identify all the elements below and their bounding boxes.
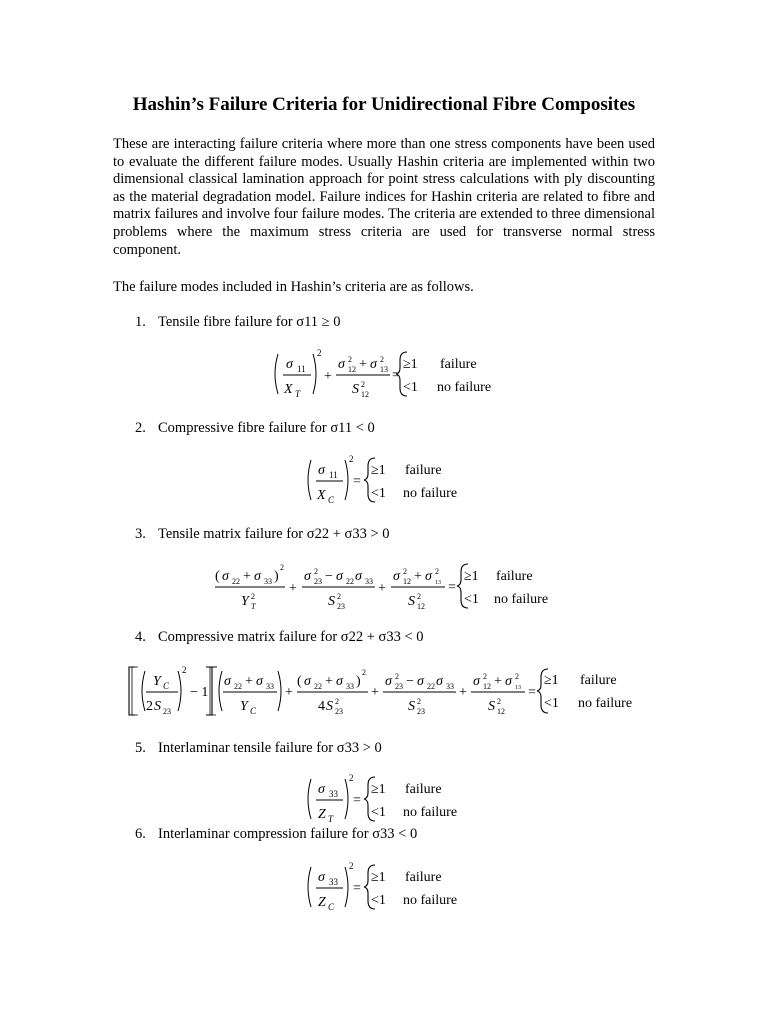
svg-text:2: 2 — [417, 697, 421, 706]
svg-text:12: 12 — [417, 602, 425, 611]
svg-text:22: 22 — [346, 577, 354, 586]
svg-text:σ: σ — [254, 569, 261, 584]
svg-text:2: 2 — [380, 355, 384, 364]
svg-text:23: 23 — [417, 707, 425, 716]
svg-text:σ: σ — [336, 569, 343, 584]
svg-text:X: X — [317, 488, 326, 503]
svg-text:2: 2 — [146, 699, 153, 714]
svg-text:Y: Y — [240, 699, 248, 714]
svg-text:2: 2 — [361, 380, 365, 389]
svg-text:+: + — [245, 674, 253, 689]
svg-text:33: 33 — [329, 789, 338, 799]
case-failure: failure — [405, 870, 442, 885]
case-ge: ≥1 — [371, 782, 386, 797]
mode-number: 1. — [135, 314, 146, 330]
case-no-failure: no failure — [403, 805, 458, 820]
mode-4-heading — [135, 629, 424, 646]
case-lt: <1 — [371, 805, 386, 820]
svg-text:T: T — [328, 814, 334, 824]
svg-text:2: 2 — [337, 592, 341, 601]
case-ge: ≥1 — [371, 870, 386, 885]
svg-text:2: 2 — [403, 567, 407, 576]
mode-3-heading — [135, 526, 390, 543]
svg-text:σ: σ — [286, 357, 293, 372]
svg-text:33: 33 — [446, 682, 454, 691]
svg-text:22: 22 — [314, 682, 322, 691]
svg-text:=: = — [528, 685, 536, 700]
svg-text:σ: σ — [370, 357, 377, 372]
svg-text:S: S — [154, 699, 161, 714]
mode-number: 6. — [135, 826, 146, 842]
mode-6-heading — [135, 826, 417, 843]
case-no-failure: no failure — [578, 696, 633, 711]
case-no-failure: no failure — [403, 893, 458, 908]
svg-text:2: 2 — [497, 697, 501, 706]
svg-text:σ: σ — [222, 569, 229, 584]
svg-text:+: + — [285, 685, 293, 700]
svg-text:2: 2 — [251, 592, 255, 601]
case-failure: failure — [405, 782, 442, 797]
svg-text:+: + — [494, 674, 502, 689]
svg-text:2: 2 — [280, 563, 284, 572]
svg-text:σ: σ — [318, 870, 325, 885]
svg-text:22: 22 — [234, 682, 242, 691]
case-lt: <1 — [403, 380, 418, 395]
svg-text:33: 33 — [264, 577, 272, 586]
svg-text:− 1: − 1 — [190, 685, 209, 700]
svg-text:X: X — [284, 382, 293, 397]
svg-text:33: 33 — [346, 682, 354, 691]
svg-text:σ: σ — [436, 674, 443, 689]
equation-6 — [303, 861, 483, 913]
svg-text:2: 2 — [348, 355, 352, 364]
equation-2 — [303, 454, 483, 506]
svg-text:σ: σ — [473, 674, 480, 689]
svg-text:σ: σ — [304, 674, 311, 689]
svg-text:23: 23 — [395, 682, 403, 691]
svg-text:σ: σ — [256, 674, 263, 689]
case-lt: <1 — [371, 893, 386, 908]
mode-title: Compressive fibre failure for σ11 < 0 — [158, 420, 375, 436]
intro-paragraph: These are interacting failure criteria where more than one stress components have been used to evaluate the different failure modes. Usually Hashin criteria are implemented within two dimensional classical lamination approach for point stress calculations with ply discounting as the material degradation model. Failure indices for Hashin criteria are related to fibre and matrix failures and involve four failure modes. The criteria are extended to three dimensional problems where the maximum stress criteria are used for transverse normal stress component. — [113, 136, 655, 258]
svg-text:23: 23 — [314, 577, 322, 586]
case-ge: ≥1 — [403, 357, 418, 372]
svg-text:+: + — [359, 357, 367, 372]
svg-text:+: + — [325, 674, 333, 689]
case-ge: ≥1 — [371, 463, 386, 478]
mode-1-heading — [135, 314, 341, 331]
svg-text:σ: σ — [318, 463, 325, 478]
mode-title: Tensile fibre failure for σ11 ≥ 0 — [158, 314, 341, 330]
case-ge: ≥1 — [464, 569, 479, 584]
svg-text:12: 12 — [348, 365, 356, 374]
svg-text:=: = — [448, 580, 456, 595]
mode-title: Interlaminar tensile failure for σ33 > 0 — [158, 740, 382, 756]
mode-5-heading — [135, 740, 382, 757]
svg-text:S: S — [326, 699, 333, 714]
svg-text:σ: σ — [224, 674, 231, 689]
svg-text:13: 13 — [435, 580, 441, 586]
svg-text:22: 22 — [232, 577, 240, 586]
lead-sentence: The failure modes included in Hashin’s criteria are as follows. — [113, 279, 474, 295]
svg-text:Z: Z — [318, 807, 326, 822]
mode-number: 4. — [135, 629, 146, 645]
svg-text:12: 12 — [403, 577, 411, 586]
svg-text:C: C — [328, 495, 335, 505]
svg-text:σ: σ — [417, 674, 424, 689]
svg-text:(: ( — [297, 674, 302, 689]
svg-text:Y: Y — [153, 674, 161, 689]
svg-text:23: 23 — [335, 707, 343, 716]
equation-4 — [126, 663, 646, 719]
svg-text:2: 2 — [349, 861, 354, 871]
svg-text:): ) — [274, 569, 279, 584]
svg-text:+: + — [371, 685, 379, 700]
svg-text:): ) — [356, 674, 361, 689]
svg-text:−: − — [325, 569, 333, 584]
mode-title: Interlaminar compression failure for σ33 < 0 — [158, 826, 418, 842]
svg-text:33: 33 — [365, 577, 373, 586]
svg-text:13: 13 — [515, 685, 521, 691]
case-lt: <1 — [464, 592, 479, 607]
case-no-failure: no failure — [494, 592, 549, 607]
svg-text:+: + — [414, 569, 422, 584]
svg-text:11: 11 — [297, 364, 306, 374]
svg-text:σ: σ — [505, 674, 512, 689]
svg-text:Z: Z — [318, 895, 326, 910]
svg-text:4: 4 — [318, 699, 325, 714]
svg-text:σ: σ — [338, 357, 345, 372]
svg-text:T: T — [251, 602, 256, 611]
svg-text:(: ( — [215, 569, 220, 584]
svg-text:11: 11 — [329, 470, 338, 480]
svg-text:2: 2 — [335, 697, 339, 706]
equation-1 — [270, 348, 510, 400]
svg-text:S: S — [408, 699, 415, 714]
svg-text:S: S — [408, 594, 415, 609]
svg-text:33: 33 — [266, 682, 274, 691]
svg-text:T: T — [295, 389, 301, 399]
svg-text:23: 23 — [337, 602, 345, 611]
svg-text:S: S — [488, 699, 495, 714]
svg-text:σ: σ — [304, 569, 311, 584]
svg-text:2: 2 — [395, 672, 399, 681]
svg-text:+: + — [459, 685, 467, 700]
svg-text:2: 2 — [417, 592, 421, 601]
svg-text:+: + — [378, 581, 386, 596]
svg-text:σ: σ — [393, 569, 400, 584]
mode-2-heading — [135, 420, 375, 437]
svg-text:2: 2 — [317, 348, 322, 358]
svg-text:+: + — [289, 581, 297, 596]
case-failure: failure — [496, 569, 533, 584]
svg-text:=: = — [353, 793, 361, 808]
svg-text:σ: σ — [385, 674, 392, 689]
svg-text:σ: σ — [355, 569, 362, 584]
mode-title: Compressive matrix failure for σ22 + σ33 < 0 — [158, 629, 424, 645]
svg-text:2: 2 — [362, 668, 366, 677]
case-no-failure: no failure — [403, 486, 458, 501]
case-failure: failure — [405, 463, 442, 478]
svg-text:2: 2 — [515, 672, 519, 681]
svg-text:2: 2 — [483, 672, 487, 681]
mode-title: Tensile matrix failure for σ22 + σ33 > 0 — [158, 526, 390, 542]
svg-text:=: = — [353, 474, 361, 489]
svg-text:2: 2 — [435, 567, 439, 576]
case-lt: <1 — [371, 486, 386, 501]
svg-text:22: 22 — [427, 682, 435, 691]
equation-5 — [303, 773, 483, 825]
svg-text:+: + — [243, 569, 251, 584]
svg-text:12: 12 — [361, 390, 369, 399]
svg-text:2: 2 — [314, 567, 318, 576]
svg-text:Y: Y — [241, 594, 249, 609]
svg-text:C: C — [163, 681, 170, 691]
case-failure: failure — [440, 357, 477, 372]
svg-text:C: C — [328, 902, 335, 912]
mode-number: 3. — [135, 526, 146, 542]
svg-text:12: 12 — [483, 682, 491, 691]
equation-3 — [213, 560, 563, 612]
svg-text:−: − — [406, 674, 414, 689]
svg-text:=: = — [353, 881, 361, 896]
case-no-failure: no failure — [437, 380, 492, 395]
case-failure: failure — [580, 673, 617, 688]
svg-text:12: 12 — [497, 707, 505, 716]
svg-text:=: = — [392, 368, 400, 383]
mode-number: 2. — [135, 420, 146, 436]
case-lt: <1 — [544, 696, 559, 711]
svg-text:S: S — [352, 382, 359, 397]
svg-text:C: C — [250, 706, 257, 716]
svg-text:σ: σ — [425, 569, 432, 584]
case-ge: ≥1 — [544, 673, 559, 688]
svg-text:S: S — [328, 594, 335, 609]
svg-text:σ: σ — [336, 674, 343, 689]
svg-text:2: 2 — [182, 665, 187, 675]
svg-text:23: 23 — [163, 707, 171, 716]
svg-text:+: + — [324, 369, 332, 384]
svg-text:2: 2 — [349, 454, 354, 464]
svg-text:σ: σ — [318, 782, 325, 797]
svg-text:2: 2 — [349, 773, 354, 783]
page-title: Hashin’s Failure Criteria for Unidirectional Fibre Composites — [132, 94, 636, 115]
svg-text:33: 33 — [329, 877, 338, 887]
svg-text:13: 13 — [380, 365, 388, 374]
mode-number: 5. — [135, 740, 146, 756]
